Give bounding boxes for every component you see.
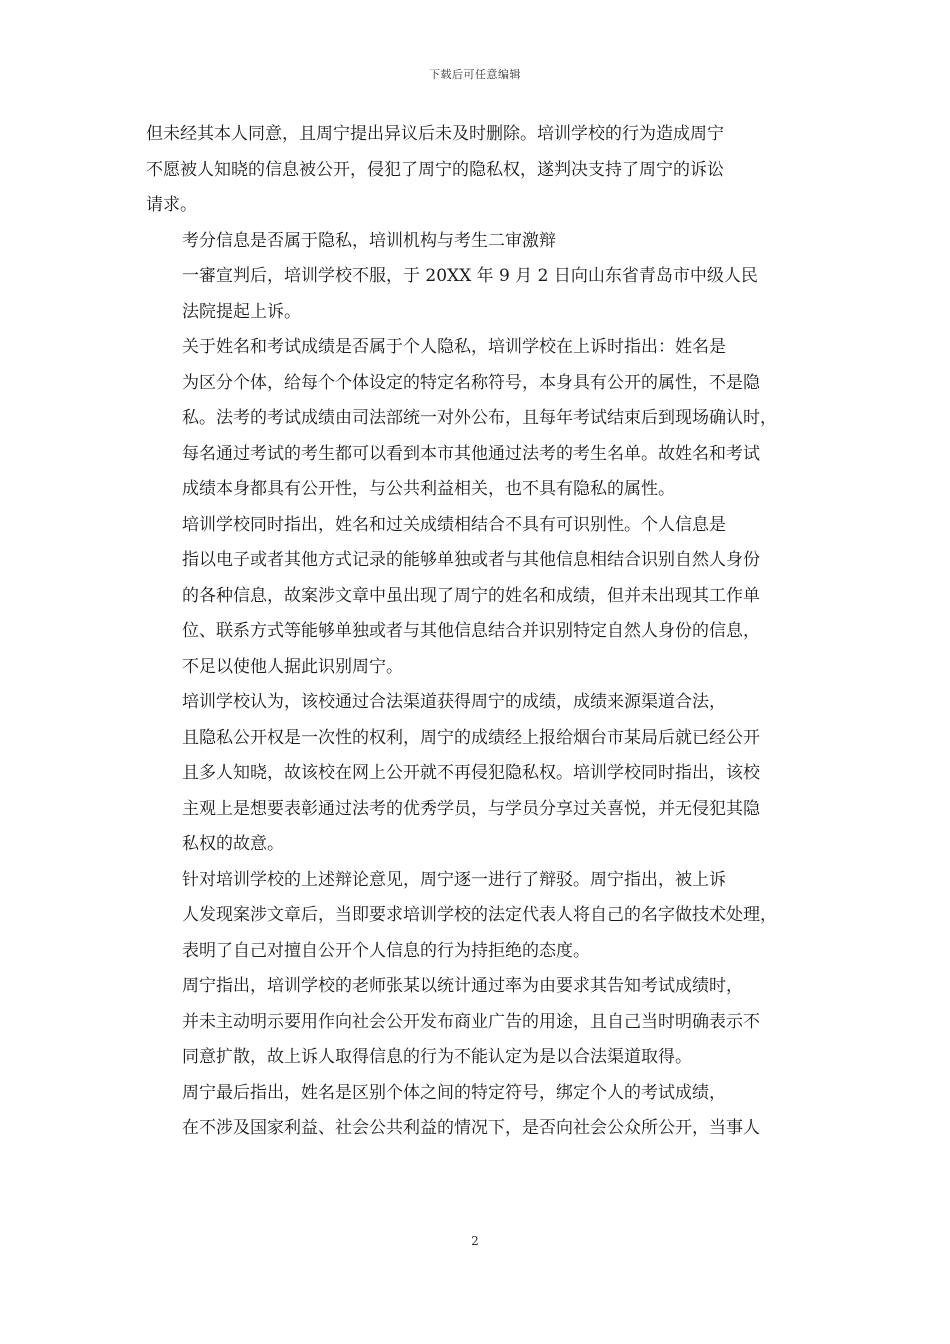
text-line: 位、联系方式等能够单独或者与其他信息结合并识别特定自然人身份的信息， [182,621,760,641]
text-line: 私。法考的考试成绩由司法部统一对外公布，且每年考试结束后到现场确认时， [182,408,777,428]
text-line: 周宁最后指出，姓名是区别个体之间的特定符号，绑定个人的考试成绩， [182,1082,726,1103]
text-line: 并未主动明示要用作向社会公开发布商业广告的用途，且自己当时明确表示不 [182,1011,760,1032]
paragraph [146,969,806,1076]
paragraph [146,1076,806,1147]
text-line: 一審宣判后，培训学校不服，于 20XX 年 9 月 2 日向山东省青岛市中级人民 [182,266,758,286]
text-line: 成绩本身都具有公开性，与公共利益相关，也不具有隐私的属性。 [182,479,675,499]
paragraph [146,259,806,330]
paragraph [146,117,806,224]
text-line: 不愿被人知晓的信息被公开，侵犯了周宁的隐私权，遂判决支持了周宁的诉讼 [146,159,724,180]
text-line: 的各种信息，故案涉文章中虽出现了周宁的姓名和成绩，但并未出现其工作单 [182,585,760,606]
text-line: 周宁指出，培训学校的老师张某以统计通过率为由要求其告知考试成绩时， [182,976,743,996]
paragraph [146,224,806,260]
text-line: 培训学校认为，该校通过合法渠道获得周宁的成绩，成绩来源渠道合法， [182,692,726,712]
text-line: 请求。 [146,195,197,215]
text-line: 人发现案涉文章后，当即要求培训学校的法定代表人将自己的名字做技术处理， [182,905,777,925]
text-line: 但未经其本人同意，且周宁提出异议后未及时删除。培训学校的行为造成周宁 [146,124,724,144]
document-body [146,117,806,1147]
text-line: 在不涉及国家利益、社会公共利益的情况下，是否向社会公众所公开，当事人 [182,1118,760,1138]
text-line: 每名通过考试的考生都可以看到本市其他通过法考的考生名单。故姓名和考试 [182,443,760,464]
paragraph [146,685,806,863]
text-line: 为区分个体，给每个个体设定的特定名称符号，本身具有公开的属性，不是隐 [182,372,760,393]
text-line: 且多人知晓，故该校在网上公开就不再侵犯隐私权。培训学校同时指出，该校 [182,763,760,783]
text-line: 且隐私公开权是一次性的权利，周宁的成绩经上报给烟台市某局后就已经公开 [182,727,760,748]
text-line: 关于姓名和考试成绩是否属于个人隐私，培训学校在上诉时指出：姓名是 [182,337,726,357]
text-line: 培训学校同时指出，姓名和过关成绩相结合不具有可识别性。个人信息是 [182,514,726,535]
paragraph [146,330,806,508]
text-line: 不足以使他人据此识别周宁。 [182,656,403,677]
text-line: 考分信息是否属于隐私，培训机构与考生二审激辩 [182,230,556,251]
paragraph [146,508,806,686]
page-number: 2 [471,1234,479,1248]
text-line: 针对培训学校的上述辩论意见，周宁逐一进行了辩驳。周宁指出，被上诉 [182,869,726,890]
text-line: 表明了自己对擅自公开个人信息的行为持拒绝的态度。 [182,940,590,961]
text-line: 私权的故意。 [182,834,284,854]
text-line: 同意扩散，故上诉人取得信息的行为不能认定为是以合法渠道取得。 [182,1047,692,1067]
text-line: 指以电子或者其他方式记录的能够单独或者与其他信息相结合识别自然人身份 [182,550,760,570]
paragraph [146,863,806,970]
text-line: 主观上是想要表彰通过法考的优秀学员，与学员分享过关喜悦，并无侵犯其隐 [182,798,760,819]
page-header: 下载后可任意编辑 [429,68,521,81]
text-line: 法院提起上诉。 [182,301,301,322]
